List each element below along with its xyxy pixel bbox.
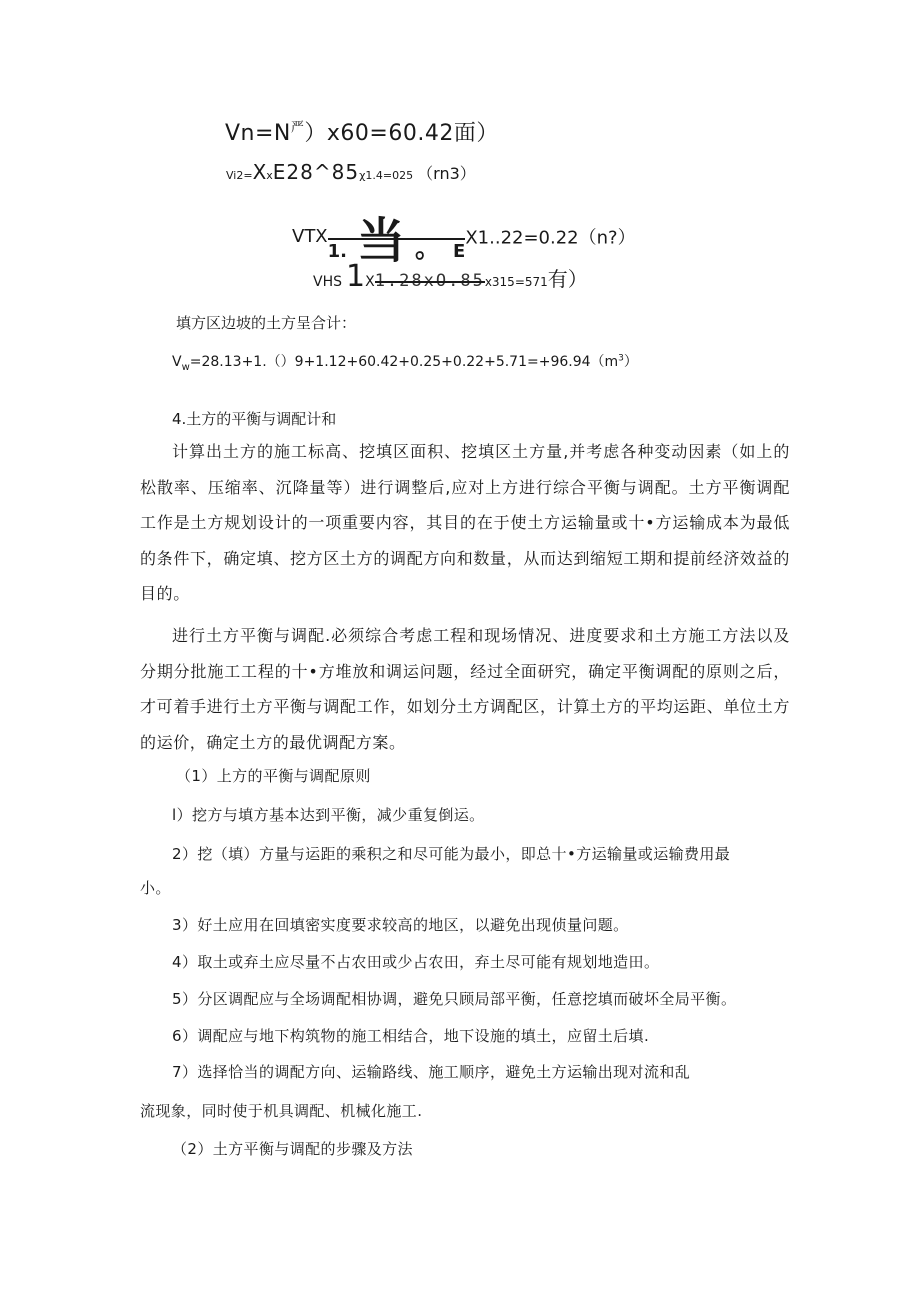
equation-subscript: w [181,361,190,373]
section-heading: 4.土方的平衡与调配计和 [172,410,337,428]
formula-text: 。 [415,234,442,264]
principle-item: 3）好土应用在回填密实度要求较高的地区，以避免出现侦量问题。 [172,916,629,934]
formula-text: 1. [327,241,348,262]
fill-total-heading: 填方区边坡的土方呈合计： [176,314,357,332]
principle-item: l）挖方与填方基本达到平衡，减少重复倒运。 [172,806,485,824]
equation-body: =28.13+1.（）9+1.12+60.42+0.25+0.22+5.71=+96.94（m [189,354,619,370]
steps-heading: （2）土方平衡与调配的步骤及方法 [172,1140,413,1158]
formula-text: 面） [453,121,499,146]
equation-variable: V [172,354,182,370]
formula-text: X [252,160,267,184]
principles-heading: （1）上方的平衡与调配原则 [176,767,371,785]
paragraph-2: 进行土方平衡与调配.必须综合考虑工程和现场情况、进度要求和土方施工方法以及分期分批施工工程的十•方堆放和调运问题，经过全面研究，确定平衡调配的原则之后，才可着手进行土方平衡与调配工作，如划分土方调配区，计算土方的平均运距、单位土方的运价，确定土方的最优调配方案。 [140,626,790,752]
principle-item: 7）选择恰当的调配方向、运输路线、施工顺序，避免土方运输出现对流和乱 [172,1063,691,1081]
principle-item-continuation: 小。 [140,879,171,897]
formula-subscript: χ1.4=025 [359,169,414,182]
formula-text: VTX [292,226,328,247]
formula-text: X1..22=0.22（n?） [465,227,636,249]
formula-subscript: x [266,169,273,182]
formula-subscript: VHS [313,274,342,290]
principle-item: 2）挖（填）方量与运距的乘积之和尽可能为最小，即总十•方运输量或运输费用最 [172,845,731,863]
fill-total-equation [172,351,638,373]
large-character: 当 [357,213,406,269]
formula-text: E [453,241,466,262]
formula-text: E28^85 [272,160,360,184]
formula-subscript: Vi2= [226,169,253,182]
formula-line-1 [225,116,499,147]
equation-superscript: 3 [618,353,624,364]
formula-text: Vn=N [225,121,291,146]
formula-superscript: 严 [290,120,305,136]
principle-item: 4）取土或弃土应尽量不占农田或少占农田，弃土尽可能有规划地造田。 [172,953,660,971]
paragraph-1: 计算出土方的施工标高、挖填区面积、挖填区土方量,并考虑各种变动因素（如上的松散率、压缩率、沉降量等）进行调整后,应对上方进行综合平衡与调配。土方平衡调配工作是土方规划设计的一项重要内容，其目的在于使土方运输量或十•方运输成本为最低的条件下，确定填、挖方区土方的调配方向和数量，从而达到缩短工期和提前经济效益的目的。 [140,442,790,603]
formula-line-4 [313,259,588,294]
principle-item: 5）分区调配应与全场调配相协调，避免只顾局部平衡，任意挖填而破坏全局平衡。 [172,990,737,1008]
formula-subscript: X [365,274,375,290]
formula-subscript: x315=571 [484,275,548,289]
equation-close: ） [623,354,638,370]
formula-text: 1 [346,259,366,294]
principle-item: 6）调配应与地下构筑物的施工相结合，地下设施的填土，应留土后填. [172,1027,650,1045]
principle-item-continuation: 流现象，同时使于机具调配、机械化施工. [140,1102,423,1120]
formula-unit: 有） [547,267,588,291]
struck-formula-segment: 1.28xO.85 [374,271,485,291]
formula-line-2 [226,160,476,184]
formula-text: ）x60=60.42 [304,121,454,146]
formula-unit: （rn3） [417,164,476,183]
